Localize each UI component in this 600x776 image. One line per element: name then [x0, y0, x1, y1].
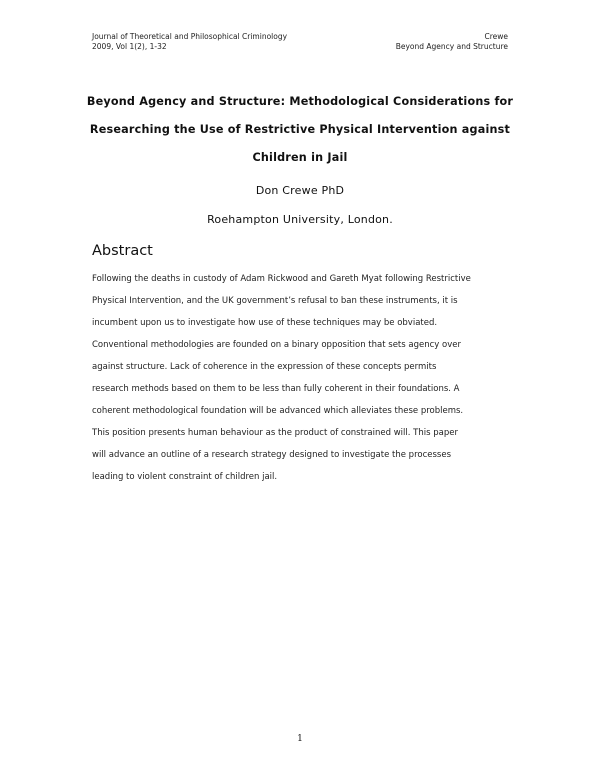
author-name: Don Crewe PhD — [255, 184, 345, 197]
header-short-title: Beyond Agency and Structure — [395, 42, 508, 51]
paper-title — [40, 88, 560, 172]
abstract-line: against structure. Lack of coherence in the expression of these concepts permits — [92, 362, 437, 372]
running-header-right — [396, 32, 508, 52]
title-line: Children in Jail — [252, 151, 348, 164]
journal-volume: 2009, Vol 1(2), 1-32 — [92, 42, 167, 51]
abstract-line: Conventional methodologies are founded on a binary opposition that sets agency over — [92, 340, 461, 350]
abstract-line: incumbent upon us to investigate how use of these techniques may be obviated. — [92, 318, 438, 328]
title-line: Beyond Agency and Structure: Methodological Considerations for — [86, 95, 514, 108]
running-header-left — [92, 32, 287, 52]
journal-name: Journal of Theoretical and Philosophical Criminology — [92, 32, 288, 41]
abstract-heading: Abstract — [92, 243, 153, 259]
abstract-line: This position presents human behaviour as the product of constrained will. This paper — [92, 428, 458, 438]
abstract-line: will advance an outline of a research strategy designed to investigate the processes — [92, 450, 452, 460]
abstract-line: research methods based on them to be less than fully coherent in their foundations. A — [92, 384, 460, 394]
header-author: Crewe — [484, 32, 508, 41]
abstract-line: coherent methodological foundation will be advanced which alleviates these problems. — [92, 406, 464, 416]
abstract-line: Following the deaths in custody of Adam Rickwood and Gareth Myat following Restrictive — [92, 274, 471, 284]
abstract-line: leading to violent constraint of children jail. — [92, 472, 278, 482]
title-line: Researching the Use of Restrictive Physical Intervention against — [89, 123, 511, 136]
abstract-line: Physical Intervention, and the UK government’s refusal to ban these instruments, it is — [92, 296, 458, 306]
author-affiliation: Roehampton University, London. — [207, 213, 393, 226]
page-number: 1 — [297, 734, 303, 744]
abstract-body — [92, 268, 522, 488]
